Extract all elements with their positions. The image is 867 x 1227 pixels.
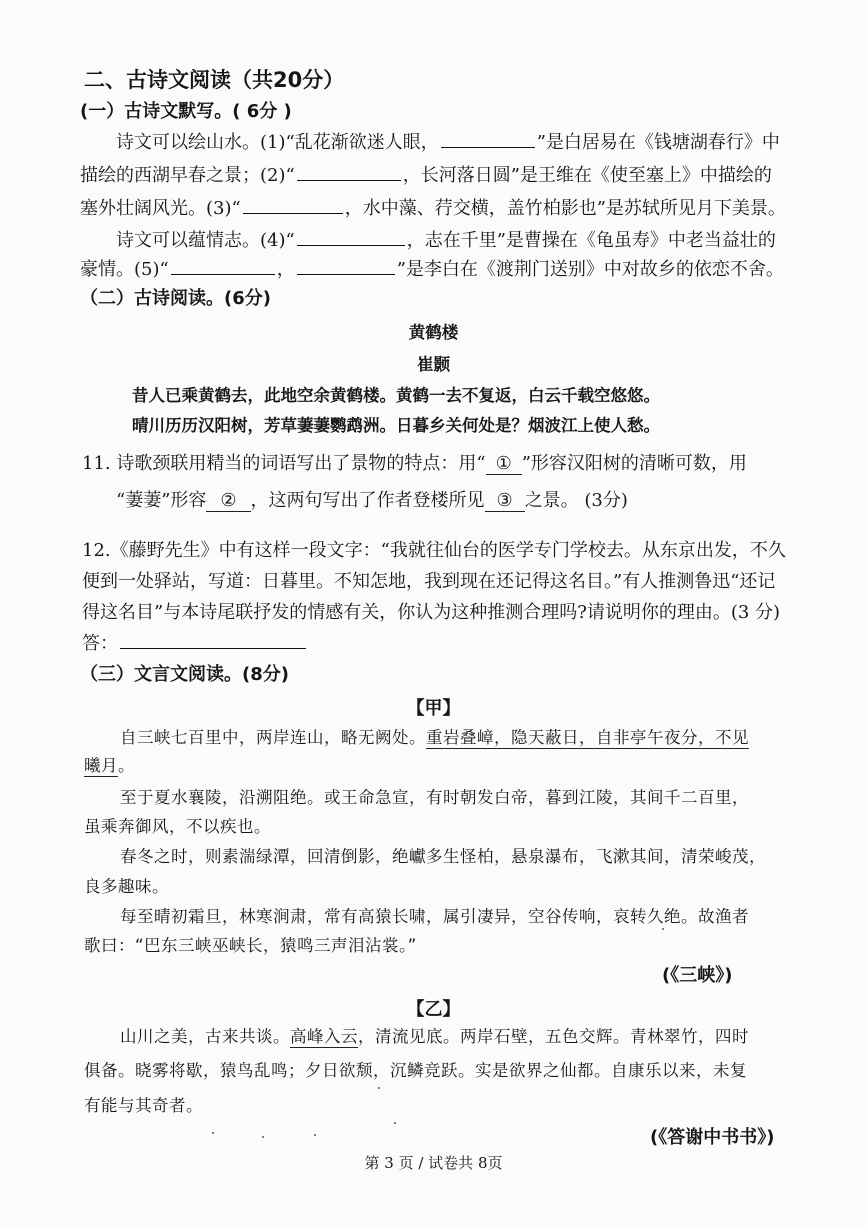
text: ”形容汉阳树的清晰可数，用 [521, 453, 747, 474]
question-11-line1 [82, 452, 747, 476]
underlined-phrase: 高峰入云 [290, 1027, 358, 1046]
part1-line5 [80, 258, 784, 282]
jia-paragraph-2-cont: 虽乘奔御风，不以疾也。 [84, 817, 271, 836]
part2-title: （二）古诗阅读。(6分) [80, 288, 271, 309]
question-11-line2 [116, 489, 628, 513]
answer-blank-2[interactable] [297, 164, 401, 181]
text: ，水中藻、荇交横，盖竹柏影也”是苏轼所见月下美景。 [344, 198, 786, 219]
scan-speck [314, 1134, 316, 1136]
question-12-answer [82, 632, 308, 656]
answer-blank-5a[interactable] [171, 258, 275, 275]
text: 11. 诗歌颈联用精当的词语写出了景物的特点：用“ [82, 453, 486, 474]
scan-speck [262, 1136, 264, 1138]
yi-line-2: 俱备。晓雾将歇，猿鸟乱鸣；夕日欲颓，沉鳞竞跃。实是欲界之仙都。自康乐以来，未复 [84, 1061, 747, 1080]
question-12-line2: 便到一处驿站，写道：日暮里。不知怎地，我到现在还记得这名目。”有人推测鲁迅“还记 [82, 571, 776, 592]
passage-jia-label: 【甲】 [406, 698, 461, 719]
underlined-sentence-end: 曦月 [84, 756, 118, 775]
text: ，清流见底。两岸石壁，五色交辉。青林翠竹，四时 [358, 1027, 749, 1046]
part1-line1 [116, 131, 780, 155]
answer-blank-1[interactable] [441, 131, 535, 148]
text: 山川之美，古来共谈。 [120, 1027, 290, 1046]
text: 自三峡七百里中，两岸连山，略无阙处。 [120, 728, 426, 747]
poem-line-2: 晴川历历汉阳树，芳草萋萋鹦鹉洲。日暮乡关何处是？烟波江上使人愁。 [132, 416, 660, 435]
jia-paragraph-4: 每至晴初霜旦，林寒涧肃，常有高猿长啸，属引凄异，空谷传响，哀转久绝。故渔者 [120, 907, 749, 926]
blank-marker-2[interactable]: ② [206, 490, 250, 512]
jia-paragraph-4-cont: 歌曰：“巴东三峡巫峡长，猿鸣三声泪沾裳。” [84, 936, 417, 955]
text: 描绘的西湖早春之景；(2)“ [80, 165, 295, 186]
part1-line2 [80, 164, 772, 188]
page-footer: 第 3 页 / 试卷共 8页 [364, 1154, 503, 1172]
scan-speck [212, 1132, 214, 1134]
answer-label: 答： [82, 633, 118, 654]
text: 。 [118, 756, 135, 775]
question-12-line1: 12.《藤野先生》中有这样一段文字：“我就往仙台的医学专门学校去。从东京出发，不久 [82, 540, 786, 561]
text: ，志在千里”是曹操在《龟虽寿》中老当益壮的 [406, 230, 776, 251]
question-12-line3: 得这名目”与本诗尾联抒发的情感有关，你认为这种推测合理吗?请说明你的理由。(3 分) [82, 602, 781, 623]
text: ， [276, 259, 295, 280]
text: ”是李白在《渡荆门送别》中对故乡的依恋不舍。 [396, 259, 784, 280]
jia-source: (《三峡》) [662, 965, 733, 986]
yi-line-1 [120, 1025, 749, 1049]
scan-speck [378, 1087, 380, 1089]
jia-paragraph-2: 至于夏水襄陵，沿溯阻绝。或王命急宣，有时朝发白帝，暮到江陵，其间千二百里， [120, 788, 749, 807]
answer-blank-5b[interactable] [297, 258, 395, 275]
answer-blank-3[interactable] [243, 197, 343, 214]
answer-blank-12[interactable] [120, 632, 306, 649]
text: ，长河落日圆”是王维在《使至塞上》中描绘的 [402, 165, 772, 186]
answer-blank-4[interactable] [297, 229, 405, 246]
text: 之景。 (3分) [524, 490, 628, 511]
yi-line-3: 有能与其奇者。 [84, 1096, 203, 1115]
text: 豪情。(5)“ [80, 259, 169, 280]
text: “萋萋”形容 [116, 490, 207, 511]
underlined-sentence: 重岩叠嶂，隐天蔽日，自非亭午夜分，不见 [426, 728, 749, 747]
section-title: 二、古诗文阅读（共20分） [84, 68, 345, 92]
jia-paragraph-1 [120, 726, 749, 750]
poem-line-1: 昔人已乘黄鹤去，此地空余黄鹤楼。黄鹤一去不复返，白云千载空悠悠。 [132, 386, 660, 405]
yi-source: (《答谢中书书》) [650, 1127, 775, 1148]
part1-title: (一）古诗文默写。( 6分 ) [80, 101, 292, 122]
text: 诗文可以蕴情志。(4)“ [116, 230, 295, 251]
text: 诗文可以绘山水。(1)“乱花渐欲迷人眼， [116, 132, 439, 153]
poem-author: 崔颢 [417, 355, 450, 374]
part1-line3 [80, 197, 786, 221]
jia-paragraph-1-cont [84, 754, 135, 778]
jia-paragraph-3: 春冬之时，则素湍绿潭，回清倒影，绝巘多生怪柏，悬泉瀑布，飞漱其间，清荣峻茂， [120, 847, 766, 866]
blank-marker-3[interactable]: ③ [485, 490, 525, 512]
text: ”是白居易在《钱塘湖春行》中 [536, 132, 780, 153]
text: ，这两句写出了作者登楼所见 [250, 490, 485, 511]
scan-speck [394, 1122, 396, 1124]
poem-title: 黄鹤楼 [408, 323, 459, 342]
blank-marker-1[interactable]: ① [486, 453, 522, 475]
jia-paragraph-3-cont: 良多趣味。 [84, 877, 169, 896]
scan-speck [662, 928, 664, 930]
part3-title: （三）文言文阅读。(8分) [80, 664, 289, 685]
part1-line4 [116, 229, 776, 253]
passage-yi-label: 【乙】 [406, 999, 461, 1020]
text: 塞外壮阔风光。(3)“ [80, 198, 241, 219]
